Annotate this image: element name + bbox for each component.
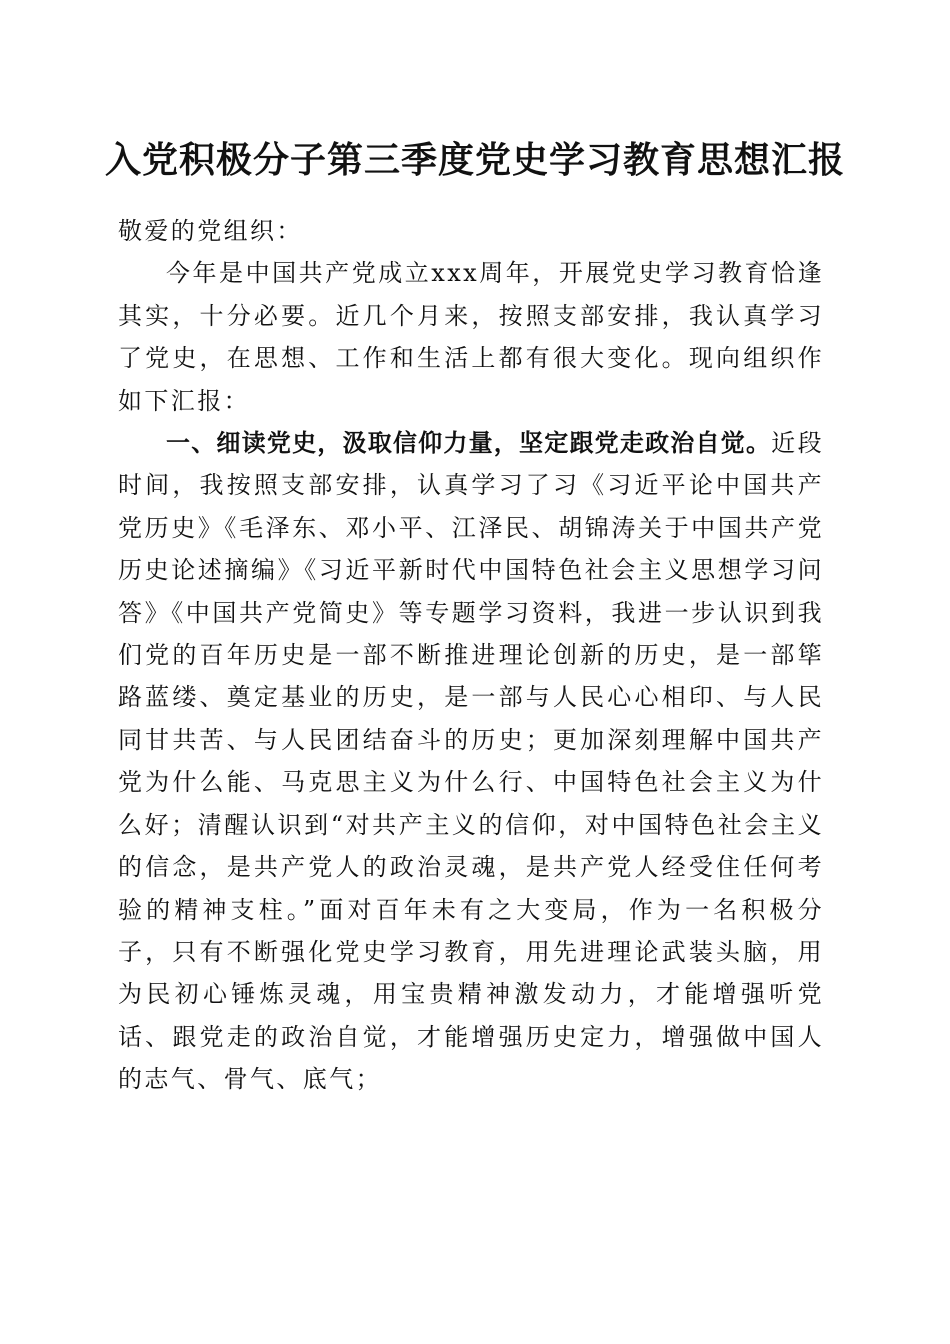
paragraph-intro: 今年是中国共产党成立xxx周年，开展党史学习教育恰逢其实，十分必要。近几个月来，按照支部安排，我认真学习了党史，在思想、工作和生活上都有很大变化。现向组织作如下汇报： (118, 259, 824, 415)
document-body (118, 210, 824, 1101)
section-one-heading: 一、细读党史，汲取信仰力量，坚定跟党走政治自觉。 (166, 429, 772, 458)
document-title: 入党积极分子第三季度党史学习教育思想汇报 (104, 139, 845, 181)
salutation: 敬爱的党组织： (118, 217, 303, 245)
section-one-text: 近段时间，我按照支部安排，认真学习了习《习近平论中国共产党历史》《毛泽东、邓小平、江泽民、胡锦涛关于中国共产党历史论述摘编》《习近平新时代中国特色社会主义思想学习问答》《中国共产党简史》等专题学习资料，我进一步认识到我们党的百年历史是一部不断推进理论创新的历史，是一部筚路蓝缕、奠定基业的历史，是一部与人民心心相印、与人民同甘共苦、与人民团结奋斗的历史；更加深刻理解中国共产党为什么能、马克思主义为什么行、中国特色社会主义为什么好；清醒认识到“对共产主义的信仰，对中国特色社会主义的信念，是共产党人的政治灵魂，是共产党人经受住任何考验的精神支柱。”面对百年未有之大变局，作为一名积极分子，只有不断强化党史学习教育，用先进理论武装头脑，用为民初心锤炼灵魂，用宝贵精神激发动力，才能增强听党话、跟党走的政治自觉，才能增强历史定力，增强做中国人的志气、骨气、底气； (118, 429, 824, 1094)
paragraph-section-one (118, 422, 824, 1101)
